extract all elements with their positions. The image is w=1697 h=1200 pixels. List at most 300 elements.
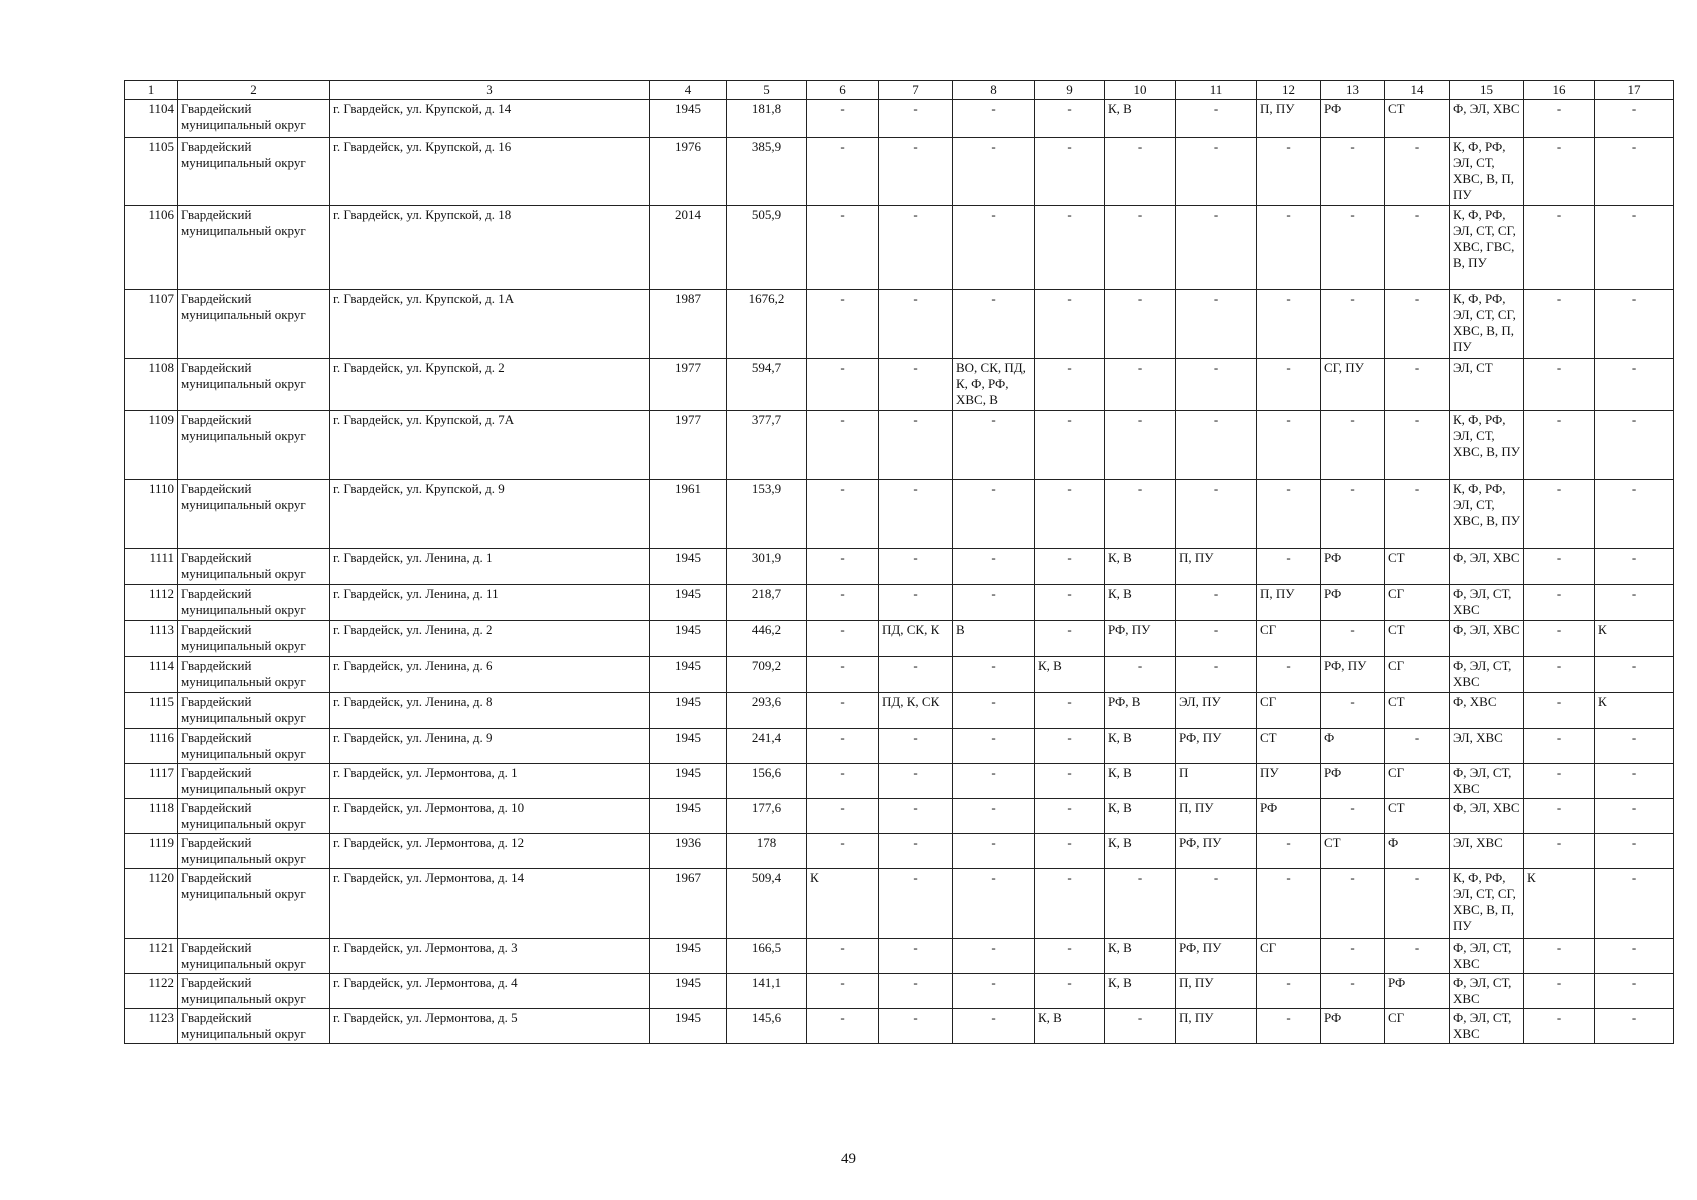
cell-col17: - [1595, 869, 1674, 939]
table-row [125, 411, 1674, 480]
cell-col15: К, Ф, РФ, ЭЛ, СТ, СГ, ХВС, В, П, ПУ [1450, 290, 1524, 359]
cell-col14: - [1385, 729, 1450, 764]
cell-district: Гвардейский муниципальный округ [178, 621, 330, 657]
cell-col16: - [1524, 693, 1595, 729]
cell-col17: - [1595, 480, 1674, 549]
header-row [125, 81, 1674, 100]
cell-col11: - [1176, 657, 1257, 693]
cell-col17: - [1595, 939, 1674, 974]
cell-district: Гвардейский муниципальный округ [178, 411, 330, 480]
cell-col7: - [879, 834, 953, 869]
cell-col8: - [953, 657, 1035, 693]
cell-col11: РФ, ПУ [1176, 729, 1257, 764]
cell-area: 141,1 [727, 974, 807, 1009]
cell-col17: - [1595, 549, 1674, 585]
cell-col13: СГ, ПУ [1321, 359, 1385, 411]
cell-col10: - [1105, 206, 1176, 290]
cell-col15: Ф, ЭЛ, СТ, ХВС [1450, 1009, 1524, 1044]
cell-col12: - [1257, 1009, 1321, 1044]
cell-col14: - [1385, 206, 1450, 290]
cell-col15: ЭЛ, ХВС [1450, 729, 1524, 764]
cell-year: 1945 [650, 974, 727, 1009]
cell-col8: - [953, 693, 1035, 729]
cell-col14: - [1385, 359, 1450, 411]
cell-col12: СТ [1257, 729, 1321, 764]
cell-col6: - [807, 585, 879, 621]
cell-area: 181,8 [727, 100, 807, 138]
cell-col7: - [879, 939, 953, 974]
table-body [125, 100, 1674, 1044]
cell-col15: К, Ф, РФ, ЭЛ, СТ, ХВС, В, ПУ [1450, 480, 1524, 549]
table-row [125, 974, 1674, 1009]
cell-col13: - [1321, 411, 1385, 480]
cell-col8: - [953, 799, 1035, 834]
cell-address: г. Гвардейск, ул. Крупской, д. 2 [330, 359, 650, 411]
cell-district: Гвардейский муниципальный округ [178, 834, 330, 869]
table-row [125, 549, 1674, 585]
cell-col11: - [1176, 138, 1257, 206]
cell-col14: СТ [1385, 693, 1450, 729]
cell-col12: П, ПУ [1257, 585, 1321, 621]
cell-col14: СГ [1385, 585, 1450, 621]
cell-col10: - [1105, 1009, 1176, 1044]
cell-year: 1976 [650, 138, 727, 206]
cell-col11: - [1176, 290, 1257, 359]
cell-col9: - [1035, 359, 1105, 411]
column-header: 5 [727, 81, 807, 100]
cell-col17: - [1595, 138, 1674, 206]
cell-address: г. Гвардейск, ул. Лермонтова, д. 3 [330, 939, 650, 974]
cell-address: г. Гвардейск, ул. Лермонтова, д. 5 [330, 1009, 650, 1044]
cell-area: 446,2 [727, 621, 807, 657]
cell-col9: - [1035, 100, 1105, 138]
cell-row-number: 1121 [125, 939, 178, 974]
table-row [125, 290, 1674, 359]
cell-col8: - [953, 764, 1035, 799]
table-row [125, 729, 1674, 764]
cell-district: Гвардейский муниципальный округ [178, 869, 330, 939]
cell-col14: СТ [1385, 621, 1450, 657]
table-row [125, 100, 1674, 138]
cell-area: 156,6 [727, 764, 807, 799]
table-row [125, 585, 1674, 621]
cell-address: г. Гвардейск, ул. Лермонтова, д. 1 [330, 764, 650, 799]
cell-col15: Ф, ЭЛ, СТ, ХВС [1450, 939, 1524, 974]
cell-row-number: 1114 [125, 657, 178, 693]
cell-row-number: 1117 [125, 764, 178, 799]
cell-col16: - [1524, 657, 1595, 693]
column-header: 1 [125, 81, 178, 100]
cell-area: 178 [727, 834, 807, 869]
cell-col8: - [953, 206, 1035, 290]
cell-col7: - [879, 729, 953, 764]
cell-col16: - [1524, 729, 1595, 764]
cell-address: г. Гвардейск, ул. Крупской, д. 16 [330, 138, 650, 206]
cell-col10: - [1105, 657, 1176, 693]
cell-district: Гвардейский муниципальный округ [178, 974, 330, 1009]
cell-col10: - [1105, 480, 1176, 549]
cell-col6: - [807, 657, 879, 693]
table-row [125, 799, 1674, 834]
table-row [125, 480, 1674, 549]
cell-col7: - [879, 585, 953, 621]
cell-col8: - [953, 290, 1035, 359]
cell-col6: - [807, 799, 879, 834]
cell-col11: П, ПУ [1176, 1009, 1257, 1044]
cell-col10: РФ, ПУ [1105, 621, 1176, 657]
cell-col9: - [1035, 764, 1105, 799]
cell-col12: - [1257, 480, 1321, 549]
cell-col16: - [1524, 549, 1595, 585]
cell-col8: - [953, 869, 1035, 939]
cell-col16: - [1524, 138, 1595, 206]
cell-col12: - [1257, 290, 1321, 359]
cell-col17: - [1595, 974, 1674, 1009]
cell-col13: РФ [1321, 100, 1385, 138]
cell-row-number: 1108 [125, 359, 178, 411]
cell-district: Гвардейский муниципальный округ [178, 764, 330, 799]
cell-col6: - [807, 1009, 879, 1044]
cell-col8: - [953, 549, 1035, 585]
table-row [125, 206, 1674, 290]
cell-row-number: 1105 [125, 138, 178, 206]
cell-col7: - [879, 657, 953, 693]
cell-address: г. Гвардейск, ул. Ленина, д. 6 [330, 657, 650, 693]
cell-col11: - [1176, 480, 1257, 549]
cell-row-number: 1119 [125, 834, 178, 869]
cell-year: 1945 [650, 585, 727, 621]
cell-col16: - [1524, 974, 1595, 1009]
cell-area: 241,4 [727, 729, 807, 764]
cell-col6: - [807, 290, 879, 359]
cell-col15: Ф, ЭЛ, ХВС [1450, 100, 1524, 138]
cell-row-number: 1113 [125, 621, 178, 657]
cell-col10: К, В [1105, 764, 1176, 799]
table-row [125, 359, 1674, 411]
table-row [125, 869, 1674, 939]
cell-col14: - [1385, 939, 1450, 974]
column-header: 6 [807, 81, 879, 100]
cell-row-number: 1115 [125, 693, 178, 729]
cell-col8: - [953, 1009, 1035, 1044]
cell-year: 1936 [650, 834, 727, 869]
cell-col13: - [1321, 206, 1385, 290]
cell-row-number: 1110 [125, 480, 178, 549]
cell-col6: - [807, 480, 879, 549]
cell-col16: - [1524, 206, 1595, 290]
cell-col8: - [953, 138, 1035, 206]
column-header: 12 [1257, 81, 1321, 100]
cell-address: г. Гвардейск, ул. Крупской, д. 18 [330, 206, 650, 290]
cell-col12: СГ [1257, 621, 1321, 657]
cell-col14: - [1385, 411, 1450, 480]
cell-col15: Ф, ЭЛ, СТ, ХВС [1450, 764, 1524, 799]
cell-col9: - [1035, 206, 1105, 290]
cell-col11: РФ, ПУ [1176, 834, 1257, 869]
cell-col11: - [1176, 585, 1257, 621]
cell-area: 377,7 [727, 411, 807, 480]
cell-col13: - [1321, 974, 1385, 1009]
cell-col12: - [1257, 411, 1321, 480]
cell-col14: - [1385, 480, 1450, 549]
cell-col12: - [1257, 657, 1321, 693]
cell-year: 1945 [650, 939, 727, 974]
cell-col13: - [1321, 290, 1385, 359]
cell-col7: - [879, 138, 953, 206]
cell-col12: - [1257, 359, 1321, 411]
cell-year: 1945 [650, 621, 727, 657]
cell-col12: РФ [1257, 799, 1321, 834]
cell-col8: - [953, 834, 1035, 869]
cell-row-number: 1116 [125, 729, 178, 764]
cell-address: г. Гвардейск, ул. Крупской, д. 1А [330, 290, 650, 359]
column-header: 8 [953, 81, 1035, 100]
cell-col9: - [1035, 480, 1105, 549]
cell-address: г. Гвардейск, ул. Ленина, д. 9 [330, 729, 650, 764]
cell-district: Гвардейский муниципальный округ [178, 138, 330, 206]
cell-col17: - [1595, 290, 1674, 359]
cell-col14: СГ [1385, 764, 1450, 799]
cell-area: 177,6 [727, 799, 807, 834]
cell-col13: Ф [1321, 729, 1385, 764]
cell-district: Гвардейский муниципальный округ [178, 480, 330, 549]
cell-col16: К [1524, 869, 1595, 939]
cell-col16: - [1524, 290, 1595, 359]
cell-col16: - [1524, 411, 1595, 480]
cell-address: г. Гвардейск, ул. Лермонтова, д. 14 [330, 869, 650, 939]
cell-year: 1945 [650, 657, 727, 693]
cell-col12: П, ПУ [1257, 100, 1321, 138]
cell-col14: - [1385, 290, 1450, 359]
cell-district: Гвардейский муниципальный округ [178, 657, 330, 693]
cell-col14: - [1385, 138, 1450, 206]
cell-year: 1945 [650, 729, 727, 764]
cell-col17: - [1595, 834, 1674, 869]
cell-col15: Ф, ЭЛ, ХВС [1450, 549, 1524, 585]
table-row [125, 657, 1674, 693]
cell-col7: - [879, 764, 953, 799]
cell-district: Гвардейский муниципальный округ [178, 100, 330, 138]
cell-col15: К, Ф, РФ, ЭЛ, СТ, СГ, ХВС, В, П, ПУ [1450, 869, 1524, 939]
cell-row-number: 1107 [125, 290, 178, 359]
table-row [125, 621, 1674, 657]
cell-col17: - [1595, 657, 1674, 693]
cell-area: 709,2 [727, 657, 807, 693]
cell-col10: К, В [1105, 974, 1176, 1009]
cell-col10: К, В [1105, 729, 1176, 764]
column-header: 14 [1385, 81, 1450, 100]
cell-district: Гвардейский муниципальный округ [178, 549, 330, 585]
cell-col9: - [1035, 693, 1105, 729]
cell-year: 1945 [650, 764, 727, 799]
cell-col11: РФ, ПУ [1176, 939, 1257, 974]
cell-col16: - [1524, 100, 1595, 138]
column-header: 7 [879, 81, 953, 100]
cell-year: 1967 [650, 869, 727, 939]
cell-col10: К, В [1105, 585, 1176, 621]
cell-col14: СГ [1385, 657, 1450, 693]
cell-col9: - [1035, 621, 1105, 657]
cell-col7: - [879, 480, 953, 549]
cell-year: 1945 [650, 100, 727, 138]
column-header: 10 [1105, 81, 1176, 100]
cell-area: 218,7 [727, 585, 807, 621]
cell-col10: - [1105, 359, 1176, 411]
cell-col15: Ф, ЭЛ, СТ, ХВС [1450, 657, 1524, 693]
cell-col11: - [1176, 869, 1257, 939]
cell-col13: РФ [1321, 764, 1385, 799]
cell-col6: - [807, 729, 879, 764]
cell-col12: СГ [1257, 693, 1321, 729]
cell-col10: - [1105, 138, 1176, 206]
cell-col12: - [1257, 974, 1321, 1009]
cell-col15: Ф, ХВС [1450, 693, 1524, 729]
cell-col16: - [1524, 585, 1595, 621]
table-row [125, 764, 1674, 799]
cell-col13: РФ, ПУ [1321, 657, 1385, 693]
cell-row-number: 1111 [125, 549, 178, 585]
cell-col9: К, В [1035, 1009, 1105, 1044]
cell-address: г. Гвардейск, ул. Лермонтова, д. 10 [330, 799, 650, 834]
cell-address: г. Гвардейск, ул. Крупской, д. 9 [330, 480, 650, 549]
cell-col13: - [1321, 939, 1385, 974]
cell-col13: РФ [1321, 1009, 1385, 1044]
cell-col6: - [807, 764, 879, 799]
cell-col11: - [1176, 359, 1257, 411]
cell-year: 1987 [650, 290, 727, 359]
cell-col17: - [1595, 359, 1674, 411]
cell-col13: - [1321, 799, 1385, 834]
cell-col6: - [807, 359, 879, 411]
cell-col12: - [1257, 206, 1321, 290]
column-header: 13 [1321, 81, 1385, 100]
cell-address: г. Гвардейск, ул. Ленина, д. 2 [330, 621, 650, 657]
cell-col16: - [1524, 764, 1595, 799]
cell-col17: - [1595, 411, 1674, 480]
cell-col15: К, Ф, РФ, ЭЛ, СТ, СГ, ХВС, ГВС, В, ПУ [1450, 206, 1524, 290]
cell-col11: - [1176, 206, 1257, 290]
cell-area: 509,4 [727, 869, 807, 939]
cell-address: г. Гвардейск, ул. Крупской, д. 7А [330, 411, 650, 480]
cell-row-number: 1106 [125, 206, 178, 290]
cell-col13: - [1321, 480, 1385, 549]
cell-col7: - [879, 869, 953, 939]
cell-district: Гвардейский муниципальный округ [178, 1009, 330, 1044]
cell-col6: - [807, 549, 879, 585]
cell-col10: К, В [1105, 100, 1176, 138]
document-table-container [124, 80, 1673, 1044]
cell-col16: - [1524, 480, 1595, 549]
column-header: 11 [1176, 81, 1257, 100]
cell-row-number: 1123 [125, 1009, 178, 1044]
cell-col7: - [879, 411, 953, 480]
cell-col10: К, В [1105, 549, 1176, 585]
cell-area: 385,9 [727, 138, 807, 206]
cell-col16: - [1524, 939, 1595, 974]
cell-col17: - [1595, 100, 1674, 138]
buildings-table [124, 80, 1674, 1044]
cell-district: Гвардейский муниципальный округ [178, 359, 330, 411]
cell-col15: ЭЛ, СТ [1450, 359, 1524, 411]
cell-col7: - [879, 290, 953, 359]
table-row [125, 693, 1674, 729]
cell-col14: СТ [1385, 549, 1450, 585]
cell-col14: - [1385, 869, 1450, 939]
cell-year: 1977 [650, 411, 727, 480]
cell-col17: - [1595, 799, 1674, 834]
cell-area: 594,7 [727, 359, 807, 411]
cell-col15: ЭЛ, ХВС [1450, 834, 1524, 869]
cell-col11: - [1176, 411, 1257, 480]
cell-col10: К, В [1105, 799, 1176, 834]
column-header: 3 [330, 81, 650, 100]
cell-area: 1676,2 [727, 290, 807, 359]
cell-col9: - [1035, 290, 1105, 359]
column-header: 17 [1595, 81, 1674, 100]
cell-col6: - [807, 206, 879, 290]
cell-col11: - [1176, 100, 1257, 138]
cell-row-number: 1120 [125, 869, 178, 939]
cell-year: 1977 [650, 359, 727, 411]
cell-col9: - [1035, 549, 1105, 585]
cell-col14: СТ [1385, 100, 1450, 138]
cell-address: г. Гвардейск, ул. Ленина, д. 8 [330, 693, 650, 729]
cell-col9: - [1035, 799, 1105, 834]
cell-col14: РФ [1385, 974, 1450, 1009]
cell-col9: - [1035, 974, 1105, 1009]
cell-address: г. Гвардейск, ул. Лермонтова, д. 4 [330, 974, 650, 1009]
cell-col7: - [879, 974, 953, 1009]
cell-col15: Ф, ЭЛ, СТ, ХВС [1450, 585, 1524, 621]
cell-col10: РФ, В [1105, 693, 1176, 729]
cell-col12: СГ [1257, 939, 1321, 974]
cell-col16: - [1524, 359, 1595, 411]
cell-col7: - [879, 206, 953, 290]
cell-col10: К, В [1105, 834, 1176, 869]
cell-col16: - [1524, 621, 1595, 657]
cell-col9: - [1035, 834, 1105, 869]
cell-col8: - [953, 729, 1035, 764]
cell-col13: - [1321, 693, 1385, 729]
cell-area: 166,5 [727, 939, 807, 974]
cell-col7: - [879, 359, 953, 411]
cell-col10: - [1105, 290, 1176, 359]
table-row [125, 834, 1674, 869]
cell-year: 1945 [650, 799, 727, 834]
cell-col12: - [1257, 834, 1321, 869]
cell-col6: - [807, 100, 879, 138]
cell-col17: К [1595, 693, 1674, 729]
cell-col13: - [1321, 869, 1385, 939]
cell-col14: СГ [1385, 1009, 1450, 1044]
cell-col15: Ф, ЭЛ, СТ, ХВС [1450, 974, 1524, 1009]
cell-col17: - [1595, 764, 1674, 799]
cell-col15: Ф, ЭЛ, ХВС [1450, 799, 1524, 834]
cell-col12: - [1257, 138, 1321, 206]
column-header: 15 [1450, 81, 1524, 100]
cell-row-number: 1122 [125, 974, 178, 1009]
cell-col8: - [953, 411, 1035, 480]
cell-address: г. Гвардейск, ул. Ленина, д. 1 [330, 549, 650, 585]
cell-address: г. Гвардейск, ул. Ленина, д. 11 [330, 585, 650, 621]
cell-col17: - [1595, 585, 1674, 621]
cell-col7: - [879, 549, 953, 585]
cell-col13: - [1321, 621, 1385, 657]
cell-district: Гвардейский муниципальный округ [178, 290, 330, 359]
cell-col10: - [1105, 411, 1176, 480]
cell-col7: ПД, К, СК [879, 693, 953, 729]
cell-col7: - [879, 799, 953, 834]
